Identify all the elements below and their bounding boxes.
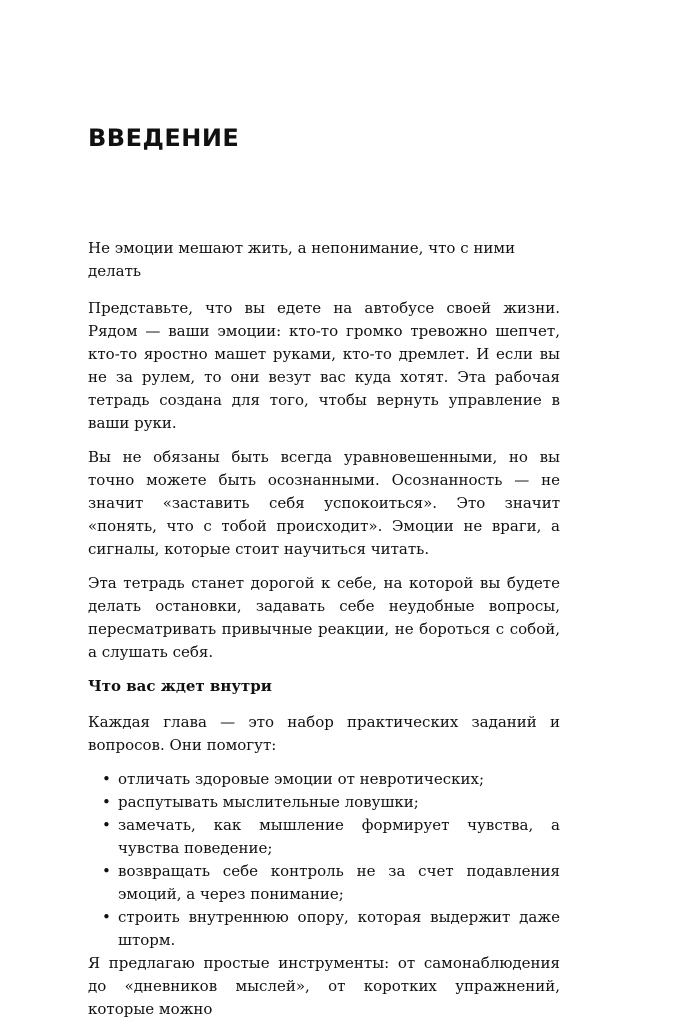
list-item: • строить внутреннюю опору, которая выдержит даже шторм. xyxy=(102,906,560,952)
chapter-title: ВВЕДЕНИЕ xyxy=(88,124,240,152)
section-heading: Что вас ждет внутри xyxy=(88,677,272,695)
list-item: • возвращать себе контроль не за счет подавления эмоций, а через понимание; xyxy=(102,860,560,906)
list-item: • замечать, как мышление формирует чувства, а чувства поведение; xyxy=(102,814,560,860)
paragraph-bus-metaphor: Представьте, что вы едете на автобусе своей жизни. Рядом — ваши эмоции: кто-то громко тревожно шепчет, кто-то яростно машет руками, кто-то дремлет. И если вы не за рулем, то они везут вас куда хотят. Эта рабочая тетрадь создана для того, чтобы вернуть управление в ваши руки. xyxy=(88,299,560,432)
benefits-list xyxy=(102,768,560,952)
chapter-body xyxy=(88,237,560,1032)
paragraph-workbook-path: Эта тетрадь станет дорогой к себе, на которой вы будете делать остановки, задавать себе неудобные вопросы, пересматривать привычные реакции, не бороться с собой, а слушать себя. xyxy=(88,574,560,661)
closing-paragraph: Я предлагаю простые инструменты: от самонаблюдения до «дневников мыслей», от коротких упражнений, которые можно xyxy=(88,954,560,1018)
paragraph-awareness: Вы не обязаны быть всегда уравновешенными, но вы точно можете быть осознанными. Осознанность — не значит «заставить себя успокоиться». Это значит «понять, что с тобой происходит». Эмоции не враги, а сигналы, которые стоит научиться читать. xyxy=(88,448,560,558)
list-item: • распутывать мыслительные ловушки; xyxy=(102,791,560,814)
section-intro: Каждая глава — это набор практических заданий и вопросов. Они помогут: xyxy=(88,713,560,754)
lead-paragraph: Не эмоции мешают жить, а непонимание, что с ними делать xyxy=(88,239,516,280)
list-item: • отличать здоровые эмоции от невротических; xyxy=(102,768,560,791)
